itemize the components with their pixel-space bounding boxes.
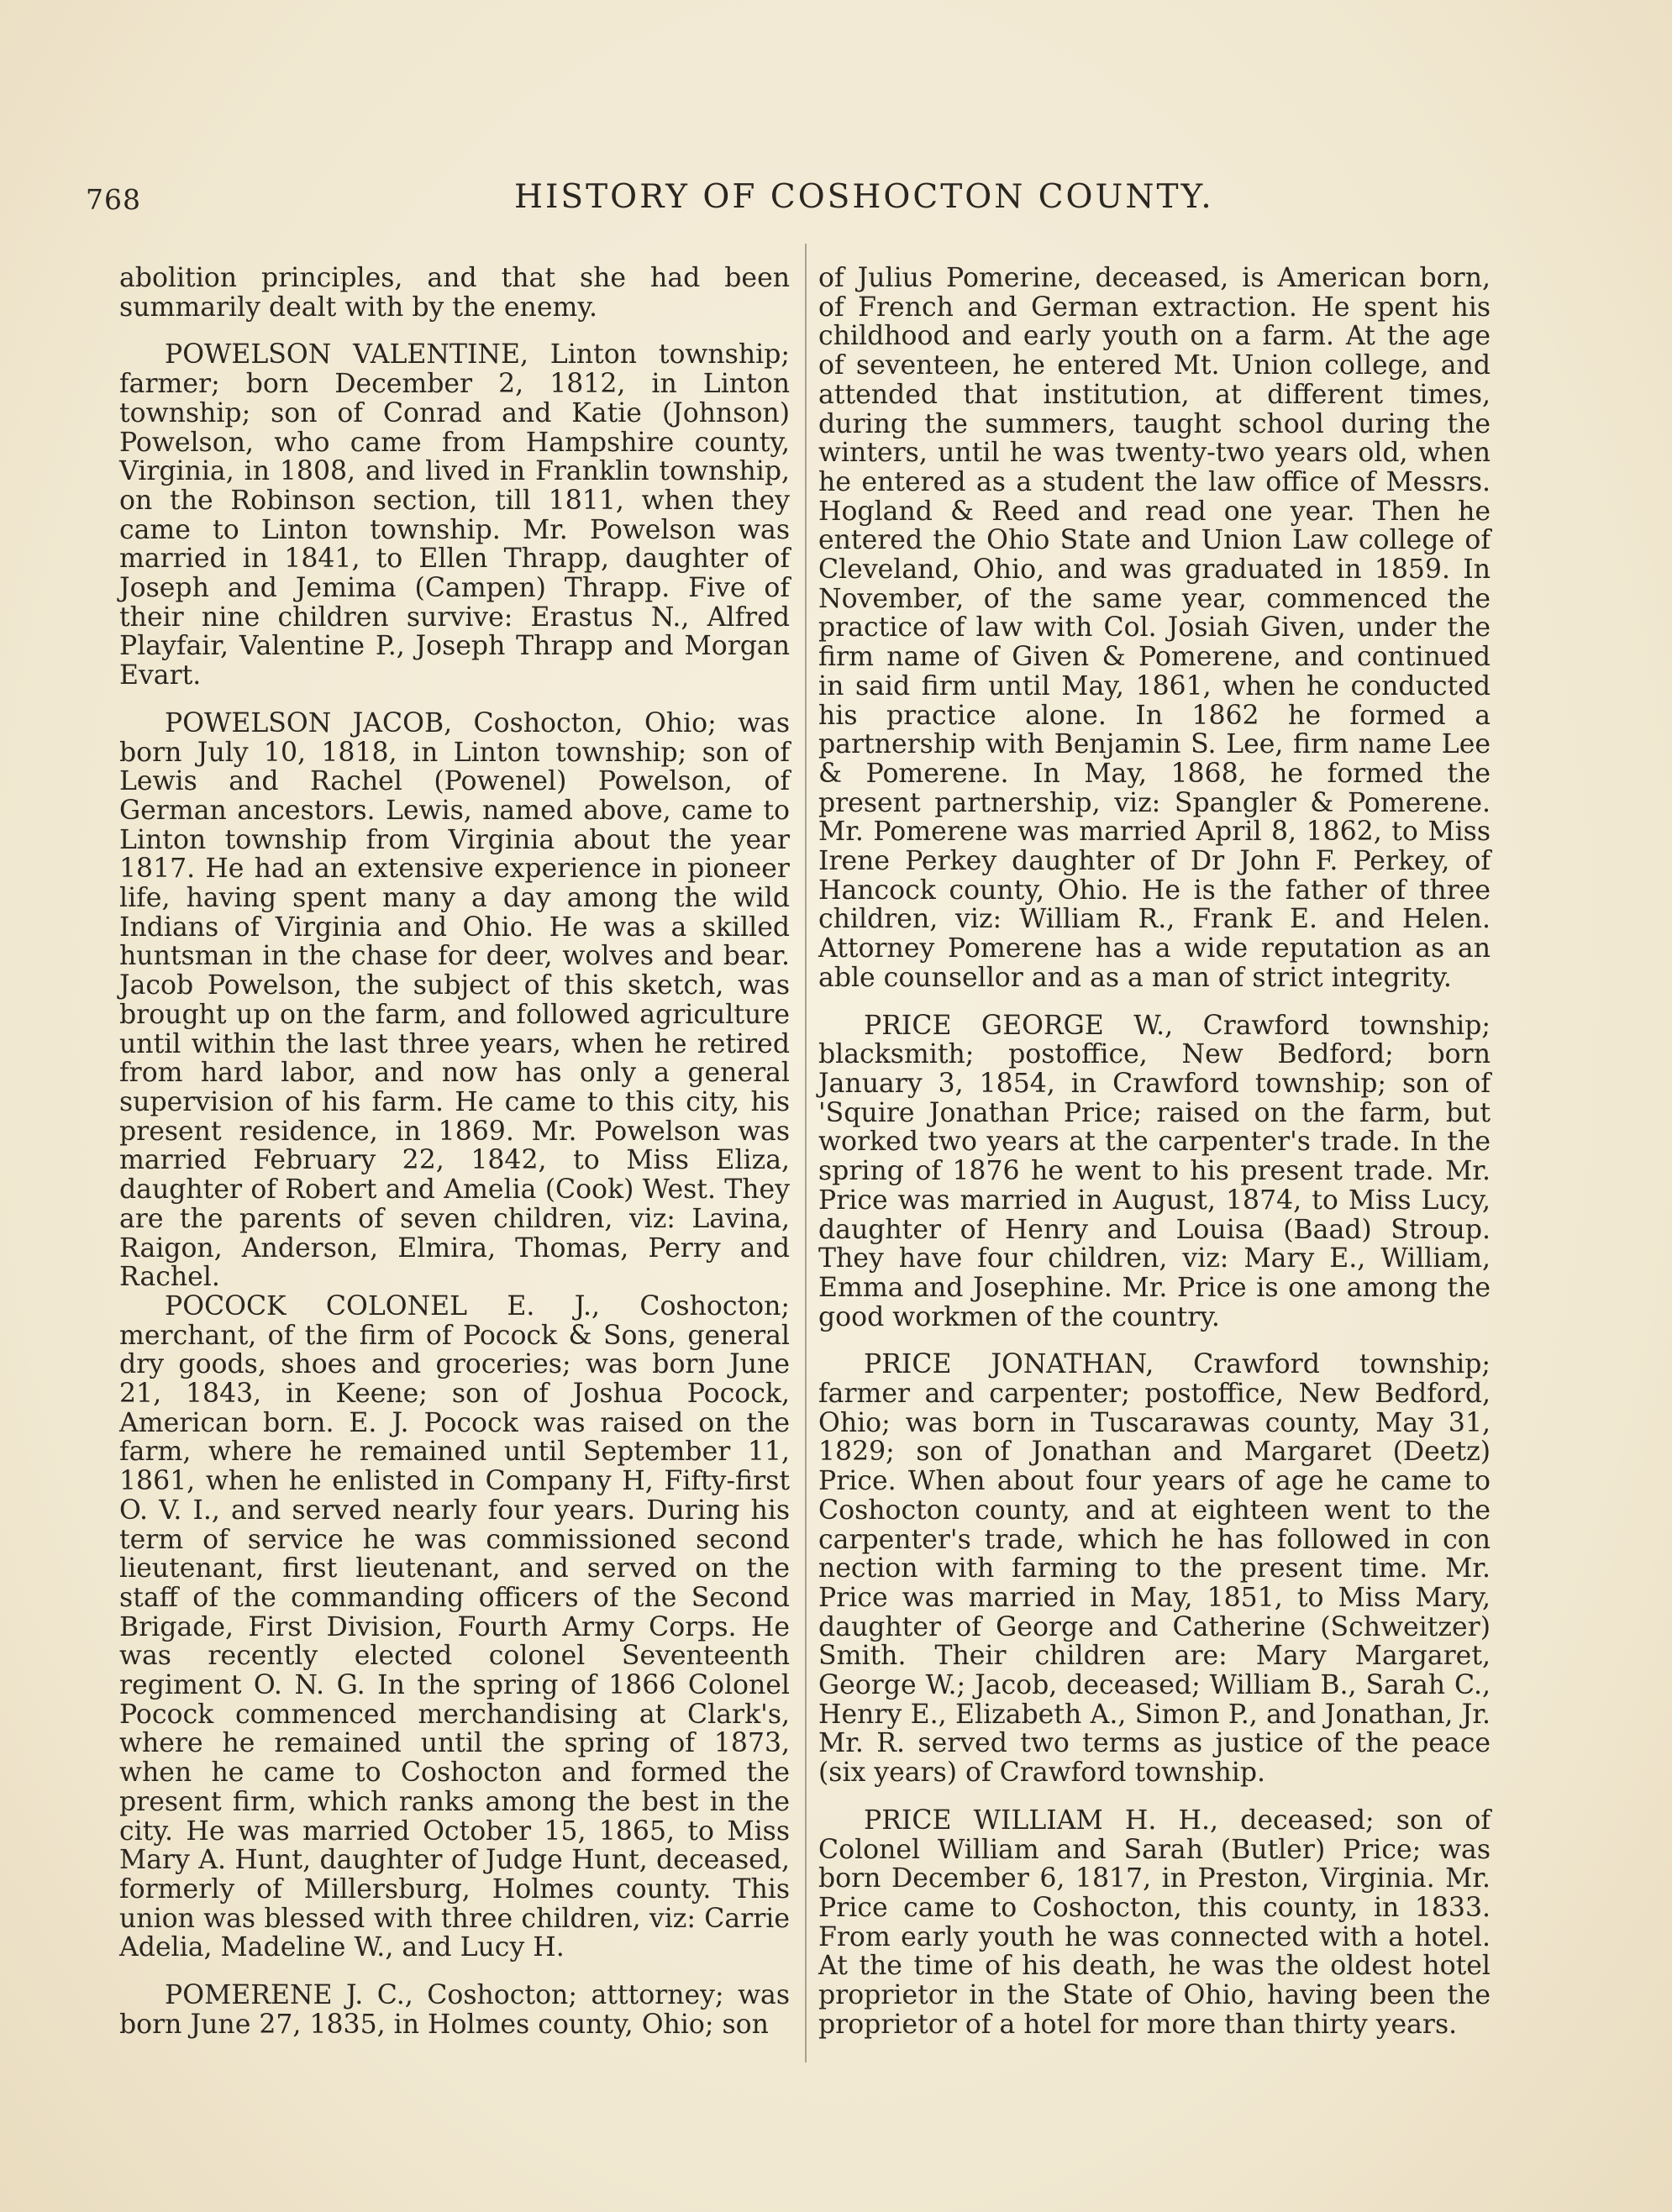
column-divider <box>805 244 807 2062</box>
left-column <box>119 264 790 2039</box>
entry-price-jonathan: PRICE JONATHAN, Crawford township; farmer and carpenter; postoffice, New Bedford, Ohio; was born in Tuscarawas county, May 31, 1829; son of Jonathan and Margaret (Deetz) Price. When about four years of age he came to Coshocton county, and at eighteen went to the carpenter's trade, which he has followed in con nection with farming to the present time. Mr. Price was married in May, 1851, to Miss Mary, daughter of George and Catherine (Schweitzer) Smith. Their children are: Mary Margaret, George W.; Jacob, deceased; William B., Sarah C., Henry E., Elizabeth A., Simon P., and Jonathan, Jr. Mr. R. served two terms as justice of the peace (six years) of Crawford township. <box>818 1349 1491 1789</box>
entry-pomerene-continued: of Julius Pomerine, deceased, is American born, of French and German extraction. He spent his childhood and early youth on a farm. At the age of seventeen, he entered Mt. Union college, and attended that institution, at different times, during the summers, taught school during the winters, until he was twenty-two years old, when he entered as a student the law office of Messrs. Hogland & Reed and read one year. Then he entered the Ohio State and Union Law college of Cleveland, Ohio, and was graduated in 1859. In November, of the same year, commenced the practice of law with Col. Josiah Given, under the firm name of Given & Pomerene, and continued in said firm until May, 1861, when he conducted his practice alone. In 1862 he formed a partnership with Benjamin S. Lee, firm name Lee & Pomerene. In May, 1868, he formed the present partnership, viz: Spangler & Pomerene. Mr. Pomerene was married April 8, 1862, to Miss Irene Perkey daughter of Dr John F. Perkey, of Hancock county, Ohio. He is the father of three children, viz: William R., Frank E. and Helen. Attorney Pomerene has a wide reputation as an able counsellor and as a man of strict integrity. <box>818 263 1491 993</box>
entry-powelson-jacob: POWELSON JACOB, Coshocton, Ohio; was born July 10, 1818, in Linton township; son of Lewis and Rachel (Powenel) Powelson, of German ancestors. Lewis, named above, came to Linton township from Virginia about the year 1817. He had an extensive experience in pioneer life, having spent many a day among the wild Indians of Virginia and Ohio. He was a skilled huntsman in the chase for deer, wolves and bear. Jacob Powelson, the subject of this sketch, was brought up on the farm, and followed agriculture until within the last three years, when he retired from hard labor, and now has only a general supervision of his farm. He came to this city, his present residence, in 1869. Mr. Powelson was married February 22, 1842, to Miss Eliza, daughter of Robert and Amelia (Cook) West. They are the parents of seven children, viz: Lavina, Raigon, Anderson, Elmira, Thomas, Perry and Rachel. <box>119 707 790 1293</box>
running-title: HISTORY OF COSHOCTON COUNTY. <box>514 178 1214 216</box>
paragraph-continuation: abolition principles, and that she had been summarily dealt with by the enemy. <box>119 263 790 323</box>
entry-price-william: PRICE WILLIAM H. H., deceased; son of Colonel William and Sarah (Butler) Price; was born December 6, 1817, in Preston, Virginia. Mr. Price came to Coshocton, this county, in 1833. From early youth he was connected with a hotel. At the time of his death, he was the oldest hotel proprietor in the State of Ohio, having been the proprietor of a hotel for more than thirty years. <box>818 1805 1491 2040</box>
right-column <box>818 264 1491 2039</box>
entry-pocock-colonel: POCOCK COLONEL E. J., Coshocton; merchant, of the firm of Pocock & Sons, general dry goods, shoes and groceries; was born June 21, 1843, in Keene; son of Joshua Pocock, American born. E. J. Pocock was raised on the farm, where he remained until September 11, 1861, when he enlisted in Company H, Fifty-first O. V. I., and served nearly four years. During his term of service he was commissioned second lieutenant, first lieutenant, and served on the staff of the commanding officers of the Second Brigade, First Division, Fourth Army Corps. He was recently elected colonel Seventeenth regiment O. N. G. In the spring of 1866 Colonel Pocock commenced merchandising at Clark's, where he remained until the spring of 1873, when he came to Coshocton and formed the present firm, which ranks among the best in the city. He was married October 15, 1865, to Miss Mary A. Hunt, daughter of Judge Hunt, deceased, formerly of Millersburg, Holmes county. This union was blessed with three children, viz: Carrie Adelia, Madeline W., and Lucy H. <box>119 1290 790 1963</box>
entry-powelson-valentine: POWELSON VALENTINE, Linton township; farmer; born December 2, 1812, in Linton township; son of Conrad and Katie (Johnson) Powelson, who came from Hampshire county, Virginia, in 1808, and lived in Franklin township, on the Robinson section, till 1811, when they came to Linton township. Mr. Powelson was married in 1841, to Ellen Thrapp, daughter of Joseph and Jemima (Campen) Thrapp. Five of their nine children survive: Erastus N., Alfred Playfair, Valentine P., Joseph Thrapp and Morgan Evart. <box>119 339 790 691</box>
entry-price-george: PRICE GEORGE W., Crawford township; blacksmith; postoffice, New Bedford; born January 3, 1854, in Crawford township; son of 'Squire Jonathan Price; raised on the farm, but worked two years at the carpenter's trade. In the spring of 1876 he went to his present trade. Mr. Price was married in August, 1874, to Miss Lucy, daughter of Henry and Louisa (Baad) Stroup. They have four children, viz: Mary E., William, Emma and Josephine. Mr. Price is one among the good workmen of the country. <box>818 1010 1491 1332</box>
page-header <box>86 171 1464 222</box>
entry-pomerene-start: POMERENE J. C., Coshocton; atttorney; was born June 27, 1835, in Holmes county, Ohio; son <box>119 1980 790 2040</box>
page-number: 768 <box>86 183 141 216</box>
